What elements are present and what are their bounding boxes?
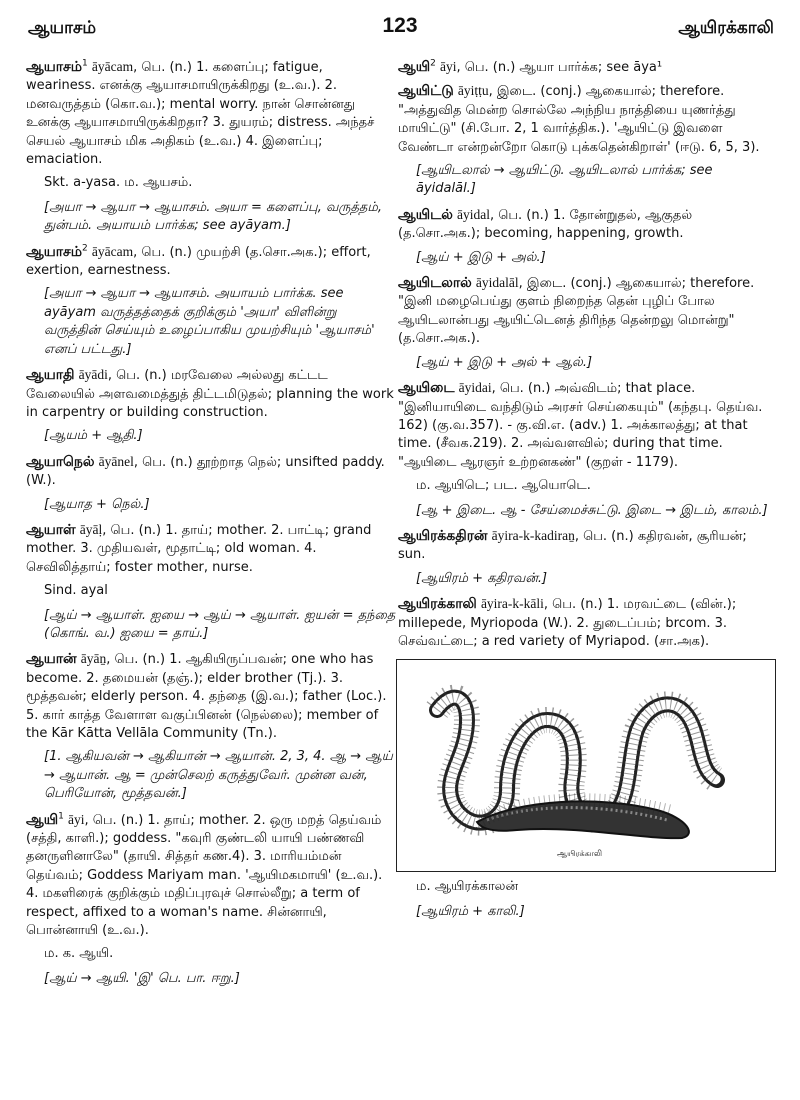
definition-text: , இடை. (conj.) ஆகையால்; therefore. "அத்துவித மென்ற சொல்லே அந்நிய நாத்தியை யுணர்த்து மாயிட்டு" (சி.போ. 2, 1 வார்த்திக.). 'ஆயிட்டு இவளை வேண்டா என்றன்றோ கொடு புக்கதென்கிறாள்' (ஈடு. 6, 5, 3). xyxy=(398,84,760,155)
definition-text: , பெ. (n.) ஆயா பார்க்க; see āya¹ xyxy=(456,60,663,75)
transliteration: āyidal xyxy=(456,206,490,222)
right-column xyxy=(398,58,773,928)
dictionary-entry xyxy=(26,243,396,281)
homonym-number: 1 xyxy=(82,58,88,69)
dictionary-entry xyxy=(26,811,396,941)
dictionary-entry xyxy=(26,453,396,491)
etymology-note: [அயா → ஆயா → ஆயாசம். அயா = களைப்பு, வருத்தம், துன்பம். அயாயம் பார்க்க; see ayāyam.] xyxy=(44,199,382,234)
cognate-note: ம. க. ஆயி. xyxy=(44,946,114,962)
definition-text: , பெ. (n.) அவ்விடம்; that place. "இனியாயிடை வந்திடும் அரசர் செய்கையும்" (கந்தபு. தெய்வ. 162) (கு.வ.357). - கு.வி.எ. (adv.) 1. அக்காலத்து; at that time. (சீவக.219). 2. அவ்வளவில்; during that time. "ஆயிடை ஆரஞர் உற்றனகண்" (குறள் - 1179). xyxy=(398,381,763,470)
headword: ஆயாசம் xyxy=(26,243,83,260)
headword: ஆயிடல் xyxy=(398,206,453,223)
transliteration: āyira-k-kadiraṉ xyxy=(491,527,575,543)
figure-caption: ஆயிரக்காலி xyxy=(557,849,603,859)
right-column-entries xyxy=(398,58,773,651)
etymology-note: [1. ஆகியவன் → ஆகியான் → ஆயான். 2, 3, 4. ஆ → ஆய் → ஆயான். ஆ = முன்செலற் கருத்துவேர். முன்ன வன், பெரியோன், மூத்தவன்.] xyxy=(44,749,393,802)
dictionary-entry xyxy=(26,521,396,577)
dictionary-entry xyxy=(26,58,396,169)
definition-text: , பெ. (n.) முயற்சி (த.சொ.அக.); effort, exertion, earnestness. xyxy=(26,244,371,279)
transliteration: āyidai xyxy=(458,380,492,396)
definition-text: , பெ. (n.) தூற்றாத நெல்; unsifted paddy. (W.). xyxy=(26,454,385,489)
etymology-note: [ஆயிரம் + காலி.] xyxy=(416,903,525,919)
headword: ஆயிடலால் xyxy=(398,275,472,292)
headword: ஆயாள் xyxy=(26,521,76,538)
millipede-drawing xyxy=(397,660,775,871)
headword: ஆயி xyxy=(398,59,431,75)
definition-text: , பெ. (n.) 1. மரவட்டை (வின்.); millepede, Myriopoda (W.). 2. துடைப்பம்; brcom. 3. செவ்வட்டை; a red variety of Myriapod. (சா.அக). xyxy=(398,597,737,649)
page-number: 123 xyxy=(382,14,418,37)
homonym-number: 2 xyxy=(82,243,88,254)
headword: ஆயிட்டு xyxy=(398,83,454,100)
headword: ஆயி xyxy=(26,811,59,828)
dictionary-entry xyxy=(398,274,773,349)
headword: ஆயாதி xyxy=(26,367,75,384)
etymology-note: [அயா → ஆயா → ஆயாசம். அயாயம் பார்க்க. see ayāyam வருத்தத்தைக் குறிக்கும் 'அயா' விளின்று வருத்தின் செய்யும் உழைப்பாகிய முயற்சியும் 'ஆயாசம்' எனப் பட்டது.] xyxy=(44,286,375,357)
dictionary-entry xyxy=(26,650,396,743)
homonym-number: 2 xyxy=(430,58,436,69)
etymology-note: [ஆ + இடை. ஆ - சேய்மைச்சுட்டு. இடை → இடம், காலம்.] xyxy=(416,502,768,518)
headword: ஆயான் xyxy=(26,651,77,668)
etymology-note: [ஆய் → ஆயி. 'இ' பெ. பா. ஈறு.] xyxy=(44,970,240,986)
transliteration: āyi xyxy=(439,59,457,74)
etymology-note: [ஆய் + இடு + அல்.] xyxy=(416,249,546,265)
etymology-note: [ஆயிரம் + கதிரவன்.] xyxy=(416,570,548,586)
left-column xyxy=(26,58,396,995)
homonym-number: 1 xyxy=(58,811,64,822)
headword: ஆயிடை xyxy=(398,380,455,397)
page-header xyxy=(0,8,800,48)
header-right-word: ஆயிரக்காலி xyxy=(678,18,774,38)
cognate-note: Sind. ayal xyxy=(44,583,108,599)
headword: ஆயாசம் xyxy=(26,59,83,75)
transliteration: āyira-k-kāli xyxy=(480,596,544,612)
transliteration: āyāṉ xyxy=(80,651,107,667)
cognate-note: ம. ஆயிரக்காலன் xyxy=(416,879,519,895)
cognate-note: Skt. a-yasa. ம. ஆயசம். xyxy=(44,175,193,191)
definition-text: , பெ. (n.) கதிரவன், சூரியன்; sun. xyxy=(398,528,747,563)
definition-text: , பெ. (n.) 1. தோன்றுதல், ஆகுதல் (த.சொ.அக.); becoming, happening, growth. xyxy=(398,207,693,242)
etymology-note: [ஆயிடலால் → ஆயிட்டு. ஆயிடலால் பார்க்க; see āyidalāl.] xyxy=(416,163,713,197)
headword: ஆயாநெல் xyxy=(26,453,95,470)
definition-text: , பெ. (n.) மரவேலை அல்லது கட்டட வேலையில் அளவமைத்துத் திட்டமிடுதல்; planning the work in carpentry or building construction. xyxy=(26,368,394,420)
transliteration: āyānel xyxy=(98,453,134,469)
millipede-illustration xyxy=(396,659,776,872)
transliteration: āyi xyxy=(67,811,85,827)
etymology-note: [ஆய் + இடு + அல் + ஆல்.] xyxy=(416,354,593,370)
dictionary-entry xyxy=(398,206,773,244)
cognate-note: ம. ஆயிடெ; பட. ஆயொடெ. xyxy=(416,478,591,494)
header-left-word: ஆயாசம் xyxy=(28,18,97,38)
transliteration: āyādi xyxy=(78,367,108,383)
transliteration: āyācam xyxy=(91,59,134,74)
etymology-note: [ஆய் → ஆயாள். ஐயை → ஆய் → ஆயாள். ஐயன் = தந்தை (கொங். வ.) ஐயை = தாய்.] xyxy=(44,607,396,641)
dictionary-entry xyxy=(398,379,773,472)
transliteration: āyācam xyxy=(91,243,134,259)
definition-text: , பெ. (n.) 1. ஆகியிருப்பவன்; one who has become. 2. தமையன் (தஞ்.); elder brother (Tj.). 3. மூத்தவன்; elderly person. 4. தந்தை (இ.வ.); father (Loc.). 5. கார் காத்த வேளாள வகுப்பினன் (நெல்லை); member of the Kār Kātta Vellāla Community (Tn.). xyxy=(26,652,387,741)
dictionary-entry xyxy=(398,527,773,565)
dictionary-entry xyxy=(398,58,773,77)
transliteration: āyidalāl xyxy=(475,275,519,291)
transliteration: āyāḷ xyxy=(79,521,103,537)
definition-text: , பெ. (n.) 1. தாய்; mother. 2. ஒரு மறத் தெய்வம் (சத்தி, காளி.); goddess. "கவுரி குண்டலி யாயி பண்ணவி தனருளினாலே" (தாயி. சித்தர் கண.4). 3. மாரியம்மன் தெய்வம்; Goddess Mariyam man. 'ஆயிமகமாயி' (உ.வ.). 4. மகளிரைக் குறிக்கும் மதிப்புரவுச் சொல்லீறு; a term of respect, affixed to a woman's name. சின்னாயி, பொன்னாயி (உ.வ.). xyxy=(26,812,383,939)
etymology-note: [ஆயம் + ஆதி.] xyxy=(44,428,143,444)
definition-text: , இடை. (conj.) ஆகையால்; therefore. "இனி மழைபெய்து குளம் நிறைந்த தென் புழிப் போல ஆயிடலான்பது ஆயிட்டெனத் திரிந்த தென்றலு மொன்று" (த.சொ.அக.). xyxy=(398,276,755,347)
headword: ஆயிரக்கதிரன் xyxy=(398,527,488,544)
right-column-after-figure xyxy=(398,878,773,921)
definition-text: , பெ. (n.) 1. தாய்; mother. 2. பாட்டி; grand mother. 3. முதியவள், மூதாட்டி; old woman. 4. செவிலித்தாய்; foster mother, nurse. xyxy=(26,522,372,575)
definition-text: , பெ. (n.) 1. களைப்பு; fatigue, weariness. எனக்கு ஆயாசமாயிருக்கிறது (உ.வ.). 2. மனவருத்தம் (கொ.வ.); mental worry. நான் சொன்னது உனக்கு ஆயாசமாயிருக்கிறதா? 3. துயரம்; distress. அந்தச் செயல் ஆயாசம் மிக அதிகம் (உ.வ.) 4. இளைப்பு; emaciation. xyxy=(26,60,375,168)
dictionary-entry xyxy=(26,366,396,422)
transliteration: āyiṭṭu xyxy=(457,83,489,99)
dictionary-entry xyxy=(398,82,773,157)
headword: ஆயிரக்காலி xyxy=(398,596,477,613)
etymology-note: [ஆயாத + நெல்.] xyxy=(44,496,150,512)
dictionary-entry xyxy=(398,595,773,651)
